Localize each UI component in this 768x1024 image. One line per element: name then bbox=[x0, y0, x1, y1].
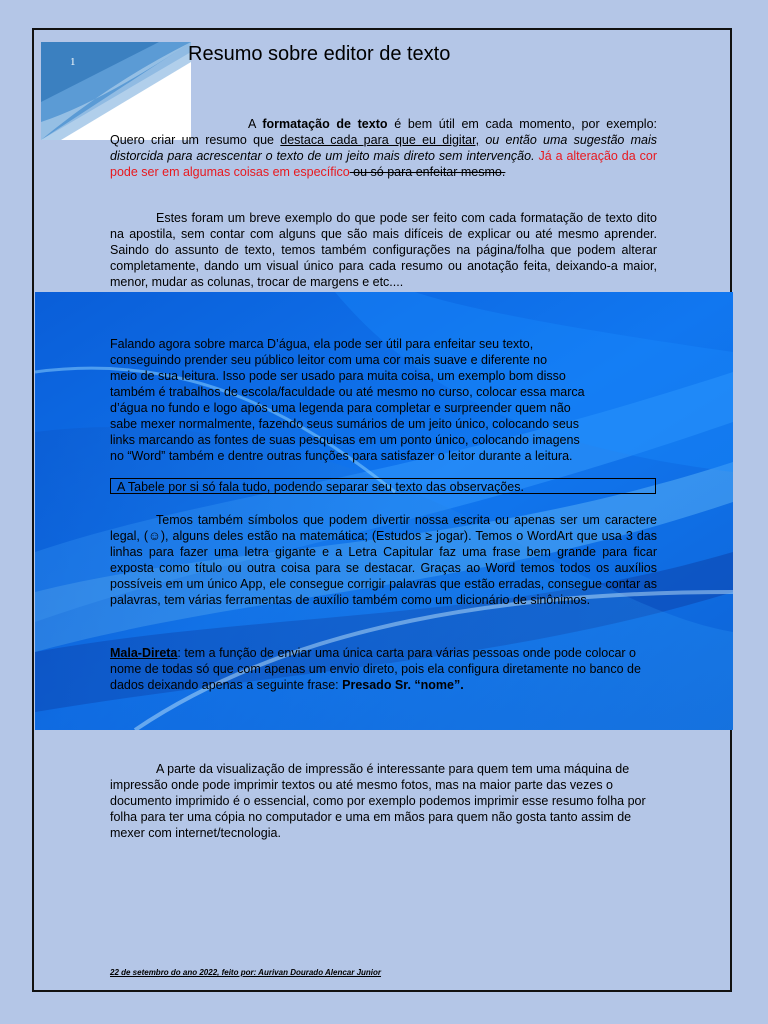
page-number: 1 bbox=[70, 56, 76, 68]
footer-note: 22 de setembro do ano 2022, feito por: Aurivan Dourado Alencar Junior bbox=[110, 968, 382, 977]
page-title: Resumo sobre editor de texto bbox=[188, 43, 451, 65]
table-cell: A Tabele por si só fala tudo, podendo separar seu texto das observações. bbox=[110, 478, 656, 494]
paragraph-formatting: A formatação de texto é bem útil em cada momento, por exemplo: Quero criar um resumo que destaca cada para que eu digitar, ou então uma sugestão mais distorcida para acrescentar o texto de um jeito mais direto sem intervenção. Já a alteração da cor pode ser em algumas coisas em específico ou só para enfeitar mesmo. bbox=[110, 117, 658, 179]
paragraph-page-config: Estes foram um breve exemplo do que pode ser feito com cada formatação de texto dito na apostila, sem contar com alguns que são mais difíceis de explicar ou até mesmo aprender. Saindo do assunto de texto, temos também configurações na página/folha que podem alterar completamente, dando um visual único para cada resumo ou anotação feita, deixando-a maior, menor, mudar as colunas, trocar de margens e etc.... bbox=[110, 211, 657, 289]
paragraph-mail-merge: Mala-Direta: tem a função de enviar uma única carta para várias pessoas onde pode colocar o nome de todas só que com apenas um envio direto, pois ela configura diretamente no banco de dados deixando apenas a seguinte frase: Presado Sr. “nome”. bbox=[110, 646, 641, 692]
paragraph-symbols: Temos também símbolos que podem divertir nossa escrita ou apenas ser um caractere legal, (☺), alguns deles estão na matemática; (Estudos ≥ jogar). Temos o WordArt que usa 3 das linhas para fazer uma letra gigante e a Letra Capitular faz uma frase bem grande para ficar exposta como título ou outra coisa para se destacar. Graças ao Word temos todos os auxílios possíveis em um único App, ele consegue corrigir palavras que estão erradas, consegue contar as palavras, tem várias ferramentas de auxílio também como um dicionário de sinônimos. bbox=[110, 513, 657, 607]
mail-merge-label: Mala-Direta bbox=[110, 646, 178, 660]
paragraph-print-preview: A parte da visualização de impressão é interessante para quem tem uma máquina de impressão onde pode imprimir textos ou até mesmo fotos, mas na maior parte das vezes o documento imprimido é o essencial, como por exemplo podemos imprimir esse resumo folha por folha para ter uma cópia no computador e uma em mãos para quem não gosta tanto assim de mexer com internet/tecnologia. bbox=[110, 762, 646, 840]
paragraph-watermark: Falando agora sobre marca D’água, ela pode ser útil para enfeitar seu texto, conseguindo prender seu público leitor com uma cor mais suave e diferente no meio de sua leitura. Isso pode ser usado para muita coisa, um exemplo bom disso também é trabalhos de escola/faculdade ou até mesmo no curso, colocar essa marca d’água no fundo e logo após uma legenda para completar e surpreender quem não sabe mexer normalmente, fazendo seus sumários de um jeito único, colocando seus links marcando as fontes de suas pesquisas em um ponto único, colocando imagens no “Word” também e dentre outras funções para satisfazer o leitor durante a leitura. bbox=[110, 337, 585, 463]
